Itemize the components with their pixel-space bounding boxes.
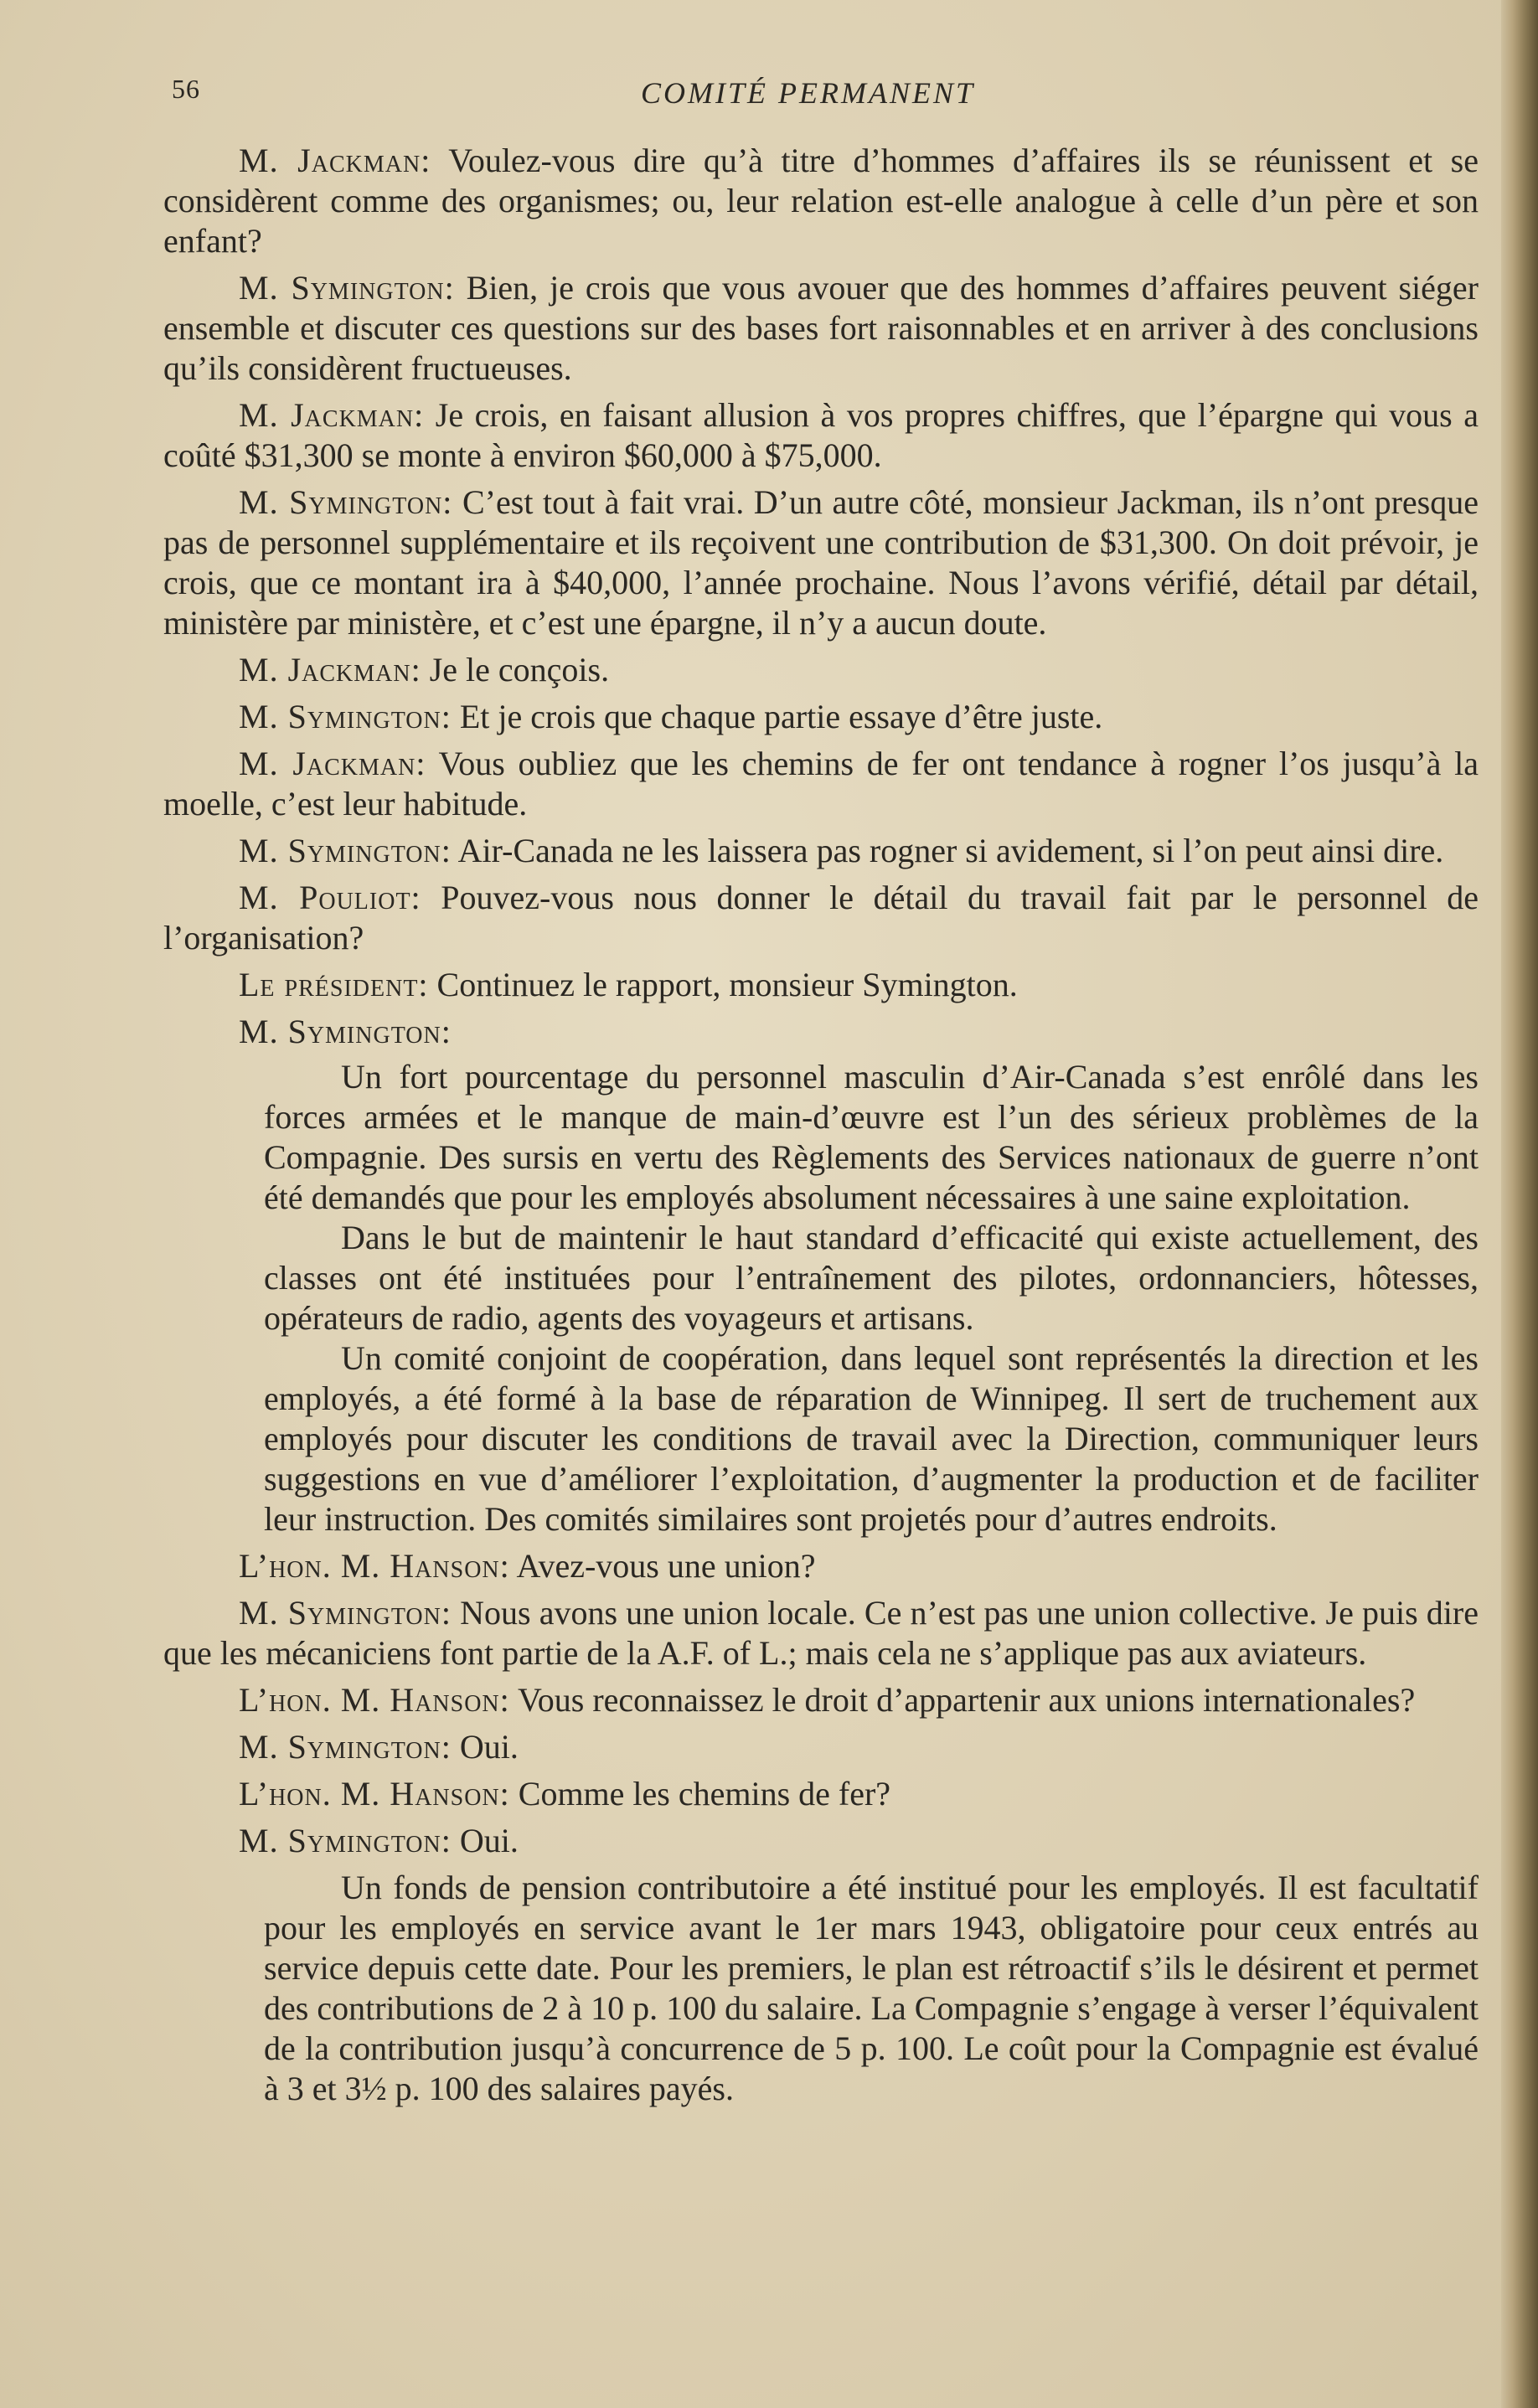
paragraph-text: Oui.: [451, 1822, 519, 1859]
page-number: 56: [172, 74, 200, 104]
speaker-name: M. Pouliot:: [239, 879, 421, 916]
paragraph-text: Pouvez-vous nous donner le détail du travail fait par le personnel de l’organisation?: [163, 879, 1479, 956]
speaker-name: M. Jackman:: [239, 745, 426, 782]
quoted-report-paragraph: Un fonds de pension contributoire a été institué pour les employés. Il est facultatif pour les employés en service avant le 1er mars 1943, obligatoire pour ceux entrés au service depuis cette date. Pour les premiers, le plan est rétroactif s’ils le désirent et permet des contributions de 2 à 10 p. 100 du salaire. La Compagnie s’engage à verser l’équivalent de la contribution jusqu’à concurrence de 5 p. 100. Le coût pour la Compagnie est évalué à 3 et 3½ p. 100 des salaires payés.: [264, 1869, 1479, 2107]
paragraph-text: Voulez-vous dire qu’à titre d’hommes d’affaires ils se réunissent et se considèrent comme des organismes; ou, leur relation est-elle analogue à celle d’un père et son enfant?: [163, 142, 1479, 260]
speaker-name: L’hon. M. Hanson:: [239, 1681, 510, 1719]
speaker-name: M. Symington:: [239, 1822, 452, 1859]
paragraph: [163, 268, 1479, 389]
paragraph: [163, 1680, 1479, 1720]
page-header: [172, 69, 1483, 119]
paragraph: [163, 1727, 1479, 1767]
speaker-name: L’hon. M. Hanson:: [239, 1547, 510, 1585]
paragraph-text: Comme les chemins de fer?: [509, 1775, 891, 1812]
paragraph-text: Je crois, en faisant allusion à vos propres chiffres, que l’épargne qui vous a coûté $31,300 se monte à environ $60,000 à $75,000.: [163, 396, 1479, 474]
speaker-name: M. Symington:: [239, 832, 452, 869]
speaker-name: M. Jackman:: [239, 142, 431, 179]
paragraph-text: Air-Canada ne les laissera pas rogner si avidement, si l’on peut ainsi dire.: [451, 832, 1444, 869]
paragraph: [163, 744, 1479, 824]
paragraph-text: C’est tout à fait vrai. D’un autre côté, monsieur Jackman, ils n’ont presque pas de personnel supplémentaire et ils reçoivent une contribution de $31,300. On doit prévoir, je crois, que ce montant ira à $40,000, l’année prochaine. Nous l’avons vérifié, détail par détail, ministère par ministère, et c’est une épargne, il n’y a aucun doute.: [163, 483, 1479, 642]
paragraph: [163, 831, 1479, 871]
quoted-report-paragraph: Dans le but de maintenir le haut standard d’efficacité qui existe actuellement, des classes ont été instituées pour l’entraînement des pilotes, ordonnanciers, hôtesses, opérateurs de radio, agents des voyageurs et artisans.: [264, 1219, 1479, 1337]
speaker-name: Le président:: [239, 966, 429, 1003]
paragraph-text: Oui.: [451, 1728, 519, 1766]
paragraph: [163, 1774, 1479, 1814]
speaker-name: M. Symington:: [239, 1728, 452, 1766]
speaker-name: L’hon. M. Hanson:: [239, 1775, 510, 1812]
paragraph: [163, 1546, 1479, 1586]
speaker-name: M. Symington:: [239, 1013, 452, 1050]
paragraph: [163, 141, 1479, 261]
quoted-report-paragraph: Un comité conjoint de coopération, dans lequel sont représentés la direction et les employés, a été formé à la base de réparation de Winnipeg. Il sert de truchement aux employés pour discuter les conditions de travail avec la Direction, communiquer leurs suggestions en vue d’améliorer l’exploitation, d’augmenter la production et de faciliter leur instruction. Des comités similaires sont projetés pour d’autres endroits.: [264, 1339, 1479, 1538]
running-head: COMITÉ PERMANENT: [641, 76, 975, 110]
speaker-name: M. Symington:: [239, 269, 455, 307]
paragraph-text: Continuez le rapport, monsieur Symington.: [428, 966, 1018, 1003]
paragraph-text: Nous avons une union locale. Ce n’est pas une union collective. Je puis dire que les mécaniciens font partie de la A.F. of L.; mais cela ne s’applique pas aux aviateurs.: [163, 1594, 1479, 1672]
paragraph: [163, 1593, 1479, 1673]
paragraph: [163, 697, 1479, 737]
paragraph: [163, 650, 1479, 690]
paragraph-text: Et je crois que chaque partie essaye d’être juste.: [451, 698, 1103, 735]
paragraph-text: Vous oubliez que les chemins de fer ont tendance à rogner l’os jusqu’à la moelle, c’est leur habitude.: [163, 745, 1479, 822]
paragraph: [163, 1012, 1479, 1052]
speaker-name: M. Jackman:: [239, 651, 421, 688]
paragraph-text: Vous reconnaissez le droit d’appartenir aux unions internationales?: [509, 1681, 1416, 1719]
paragraph: [163, 965, 1479, 1005]
paragraph: [163, 395, 1479, 476]
body-text: [163, 141, 1479, 2116]
paragraph-text: Je le conçois.: [421, 651, 610, 688]
paragraph-text: Avez-vous une union?: [509, 1547, 816, 1585]
paragraph: [163, 482, 1479, 643]
paragraph: [163, 1821, 1479, 1861]
quoted-report-paragraph: Un fort pourcentage du personnel masculin d’Air-Canada s’est enrôlé dans les forces armées et le manque de main-d’œuvre est l’un des sérieux problèmes de la Compagnie. Des sursis en vertu des Règlements des Services nationaux de guerre n’ont été demandés que pour les employés absolument nécessaires à une saine exploitation.: [264, 1058, 1479, 1216]
book-spine-shadow: [1501, 0, 1538, 2408]
speaker-name: M. Symington:: [239, 698, 452, 735]
speaker-name: M. Symington:: [239, 1594, 452, 1632]
speaker-name: M. Jackman:: [239, 396, 425, 434]
paragraph: [163, 878, 1479, 958]
speaker-name: M. Symington:: [239, 483, 453, 521]
paragraph-text: Bien, je crois que vous avouer que des hommes d’affaires peuvent siéger ensemble et discuter ces questions sur des bases fort raisonnables et en arriver à des conclusions qu’ils considèrent fructueuses.: [163, 269, 1479, 387]
